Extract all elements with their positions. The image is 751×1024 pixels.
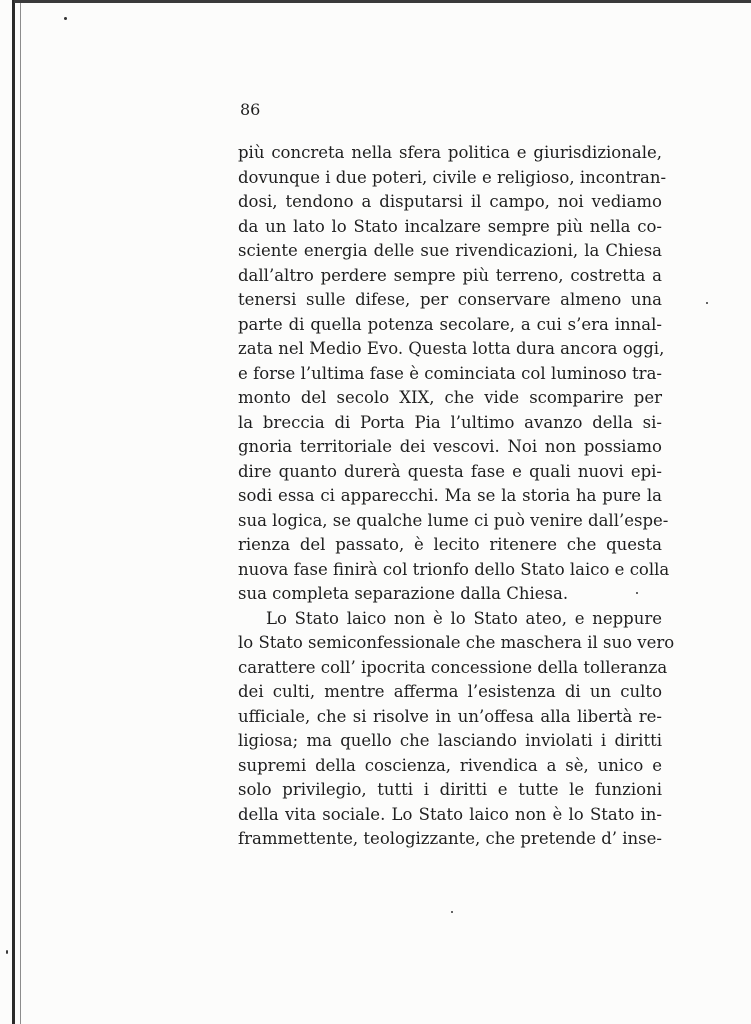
scan-speck: [451, 911, 453, 913]
text-line: la breccia di Porta Pia l’ultimo avanzo della si-: [238, 412, 662, 432]
text-line: sua logica, se qualche lume ci può venire dall’espe-: [238, 510, 669, 530]
scan-speck: [64, 17, 67, 20]
text-line: solo privilegio, tutti i diritti e tutte le funzioni: [238, 780, 662, 799]
text-line: dei culti, mentre afferma l’esistenza di un culto: [238, 682, 662, 701]
scan-speck: [706, 302, 708, 304]
text-line: zata nel Medio Evo. Questa lotta dura ancora oggi,: [238, 339, 665, 358]
text-line: tenersi sulle difese, per conservare almeno una: [238, 290, 662, 309]
text-line: ligiosa; ma quello che lasciando inviolati i diritti: [238, 731, 662, 750]
text-line: gnoria territoriale dei vescovi. Noi non possiamo: [238, 437, 662, 456]
text-line: Lo Stato laico non è lo Stato ateo, e neppure: [266, 608, 662, 628]
text-line: parte di quella potenza secolare, a cui s’era innal-: [238, 314, 662, 334]
text-line: nuova fase finirà col trionfo dello Stato laico e colla: [238, 559, 670, 579]
text-line: carattere coll’ ipocrita concessione della tolleranza: [238, 657, 668, 677]
text-line: da un lato lo Stato incalzare sempre più nella co-: [238, 216, 662, 236]
binding-shadow: [12, 0, 15, 1024]
text-line: dovunque i due poteri, civile e religioso, incontran-: [238, 167, 667, 187]
text-line: e forse l’ultima fase è cominciata col luminoso tra-: [238, 363, 662, 383]
text-line: sciente energia delle sue rivendicazioni, la Chiesa: [238, 241, 662, 260]
text-line: più concreta nella sfera politica e giurisdizionale,: [238, 143, 662, 162]
text-line: ufficiale, che si risolve in un’offesa alla libertà re-: [238, 706, 662, 726]
text-line: dosi, tendono a disputarsi il campo, noi vediamo: [238, 192, 662, 211]
body-text: [238, 141, 675, 852]
text-line: sua completa separazione dalla Chiesa.: [238, 584, 569, 603]
text-line: della vita sociale. Lo Stato laico non è lo Stato in-: [238, 804, 662, 824]
scan-speck: [6, 950, 8, 954]
text-line: dall’altro perdere sempre più terreno, costretta a: [238, 265, 662, 285]
text-line: monto del secolo XIX, che vide scomparire per: [238, 388, 662, 407]
text-line: dire quanto durerà questa fase e quali nuovi epi-: [238, 461, 662, 481]
text-line: lo Stato semiconfessionale che maschera il suo vero: [238, 633, 675, 652]
binding-edge-line: [20, 0, 21, 1024]
text-line: supremi della coscienza, rivendica a sè, unico e: [238, 755, 662, 775]
page-number: 86: [240, 100, 261, 119]
text-line: sodi essa ci apparecchi. Ma se la storia ha pure la: [238, 486, 662, 505]
top-edge-shadow: [14, 0, 751, 3]
text-line: rienza del passato, è lecito ritenere che questa: [238, 535, 662, 554]
text-line: frammettente, teologizzante, che pretende d’ inse-: [238, 829, 662, 848]
